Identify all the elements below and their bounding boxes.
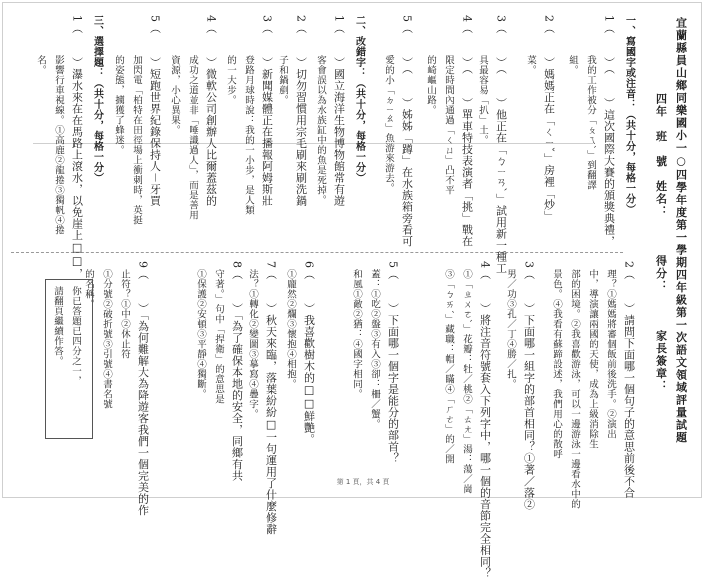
student-info: 四年 班 號 姓名： [654, 93, 668, 218]
two-q3-end: 的一大步。 [224, 55, 236, 105]
two-q5-end: 的姿態，擄獲了蜂迷。 [112, 55, 124, 155]
mc-q5-opt-a: 蓋：①吃②盤③有入③卻：柵／蟹。 [368, 269, 380, 429]
two-q3: 3（ ）新聞媒體正在播報阿姆斯壯 [260, 15, 274, 207]
section-divider [11, 252, 623, 253]
three-q1: 1（ ）瀑水來在在馬路上滾水，以免崖上□□， [70, 15, 84, 280]
mc-q2-opt-b: 中，導演讓兩國的天使，成為上級消除生 [586, 269, 598, 449]
one-q3: 3（ ）（ ）他正在「ㄅㄧㄢˋ」試用新一種工 [494, 15, 508, 274]
mc-q6: 6（ ）我喜歡樹木的□□鮮艷。 [302, 261, 316, 445]
mc-q3: 3（ ）下面哪一組字的部首相同？①著／落② [522, 261, 536, 510]
mc-q6-opts: ①龐然②爛③懷抱④相抱。 [284, 269, 296, 389]
two-q2: 2（ ）切勿習慣用宗毛刷來刷洗鍋 [294, 15, 308, 207]
one-q3-cont: 具最容易「扒」土。 [476, 55, 488, 145]
one-q1-end: 組。 [566, 55, 578, 75]
mc-q7: 7（ ）秋天來臨，落葉紛紛□一句運用了什麼修辭 [264, 261, 278, 535]
one-q5: 5（ ）（ ）姊姊「蹲」在水族箱旁看可 [400, 15, 414, 247]
one-q4-end: 的崎嶇山路。 [424, 55, 436, 115]
mc-q5-opt-b: 和風①敵②猶：④國字相同。 [350, 269, 362, 399]
one-q5-cont: 愛的小「ㄉㄧㄠ」魚游來游去。 [382, 55, 394, 194]
one-q1: 1（ ）（ ）這次國際大賽的頒獎典禮， [602, 15, 616, 247]
one-q4: 4（ ）（ ）單車特技表演者「挑」戰在 [460, 15, 474, 247]
mc-q3-opts: 男／功③孔／丁④勝／扎。 [504, 269, 516, 389]
mc-q9-opts: ①分號②破折號③引號④書名號 [100, 269, 112, 409]
mc-q5: 5（ ）下面哪一個字是能分的部首？ [386, 261, 400, 464]
section-two-title: 二、改錯字：（共十分，每格一分） [353, 15, 365, 183]
two-q1-cont: 客會誤以為水族缸中的魚是死掉。 [314, 55, 326, 205]
score-and-signature: 得分： 家長簽章： [654, 255, 668, 393]
mc-q8: 8（ ）「為了確保本地的安全，同鄉有共 [230, 261, 244, 482]
two-q4-end: 資源，小心異果。 [168, 55, 180, 135]
mc-q2: 2（ ）請問下面哪一個句子的意思前後不合 [622, 261, 636, 499]
exam-title: 宜蘭縣員山鄉同樂國小一○四學年度第一學期四年級第一次語文領域評量試題 [674, 17, 688, 444]
turn-page-note [45, 279, 93, 439]
mc-q8-stem: 守著。」句中「捍衛」的意思是 [212, 269, 224, 405]
two-q2-cont: 子和鍋剷。 [276, 55, 288, 105]
mc-q2-opt-a: 理？①媽媽將審個飯前後洗手。②演出 [604, 269, 616, 439]
section-one-title: 一、寫國字或注音：（共十分，每格一分） [623, 15, 635, 215]
page-footer: 第 1 頁，共 4 頁 [336, 478, 390, 486]
mc-q9-end: 的名稱。 [82, 269, 94, 309]
mc-q4-opt-a: ①「ㄓㄨㄛˋ」花瓣：牡／桃②「ㄊㄤ」湯：蕩／崗 [460, 269, 472, 495]
two-q5-cont: 加閃電「柏特在田徑場上衝刺時，英挺 [130, 55, 142, 225]
note-line-1: 你已答題已四分之一， [69, 286, 81, 386]
one-q4-cont: 限定時間內通過「ㄑㄩ」凸不平 [442, 55, 454, 195]
three-q1-end: 名。 [34, 55, 46, 75]
mc-q2-opt-c: 部的困境。②我喜歡游泳，可以一邊游泳一邊看水中的 [568, 269, 580, 509]
two-q5: 5（ ）短跑世界紀錄保持人－牙買 [148, 15, 162, 207]
two-q3-cont: 登路月球時說：我的一小步，是人類 [242, 55, 254, 215]
exam-page [2, 2, 702, 579]
mc-q7-opts: 法？①轉化②變圖③摹寫④疊字。 [246, 269, 258, 419]
mc-q4-opt-b: ③「ㄅㄞˊ」藏職：帽／瞞④「ㄏㄜ」的／開 [442, 269, 454, 465]
section-three-title: 三、選擇題：（共十分，每格一分） [91, 15, 103, 183]
two-q4-cont: 成功之道並非「唾識過人」，而是善用 [186, 55, 198, 221]
three-q1-cont: 影響行車視線。①高鹿②龍捲③獨帆④捲 [52, 55, 64, 235]
mc-q2-opt-d: 景色。④我看有蘇蹄設述，我們用心的散呼 [550, 269, 562, 459]
two-q4: 4（ ）微軟公司創辦人比爾蓋茲的 [204, 15, 218, 207]
mc-q9: 9（ ）「為何難解大為降遊客我們一個完美的作 [136, 261, 150, 516]
one-q2-cont: 菜。 [524, 55, 536, 75]
one-q1-cont: 我的工作被分「ㄆㄟˋ」到翻譯 [584, 55, 596, 191]
note-line-2: 請翻頁繼續作答。 [51, 286, 63, 366]
mc-q4: 4（ ）將注音符號套入下列字中，哪一個的音節完全相同？ [478, 261, 492, 579]
mc-q8-opts: ①保護②安頓③平靜④獨斷。 [194, 269, 206, 399]
mc-q9-stem: 止符？①中②休止符 [118, 269, 130, 359]
two-q1: 1（ ）國立海洋生物博物館常有遊 [332, 15, 346, 207]
one-q2: 2（ ）媽媽正在「ㄑㄧˇ」房裡「炒」 [542, 15, 556, 222]
